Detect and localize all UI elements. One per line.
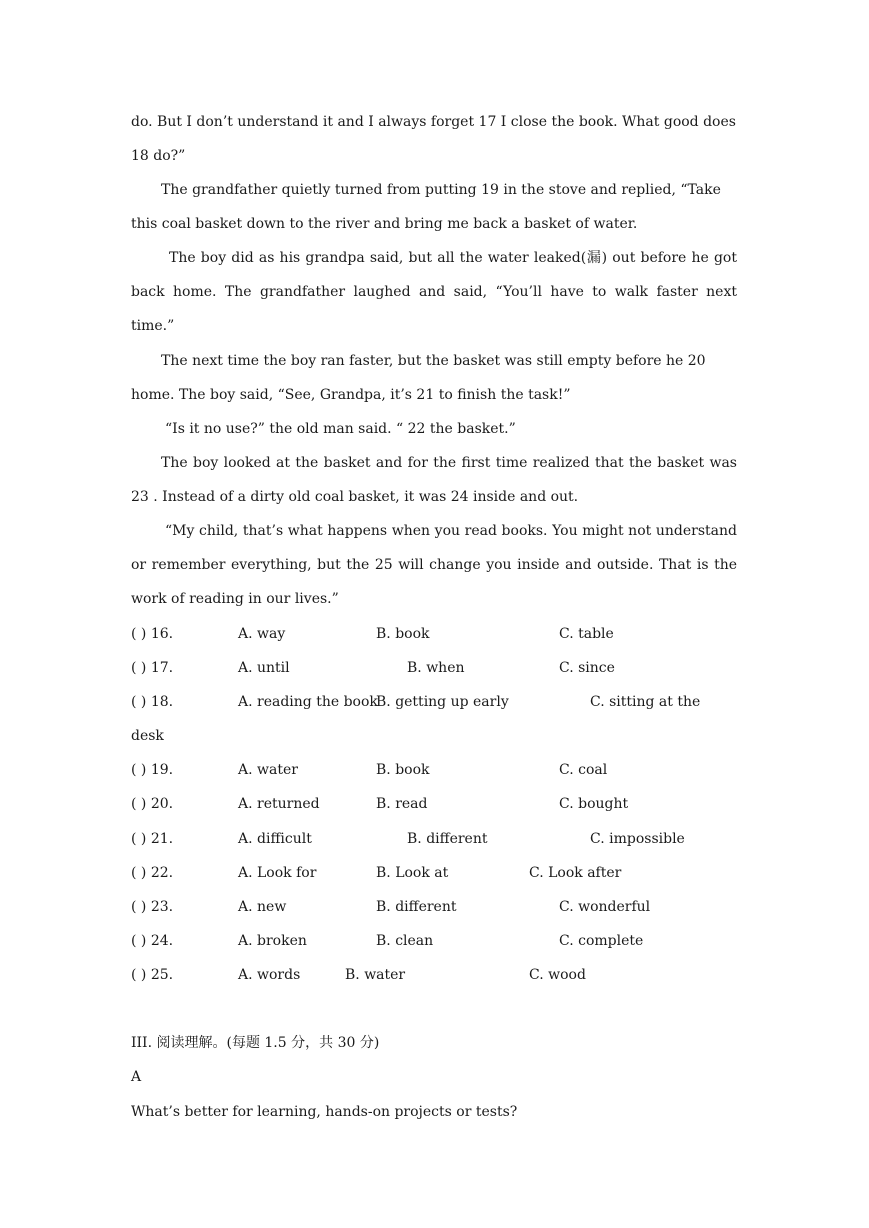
passage-paragraph-1: do. But I don’t understand it and I always forget 17 I close the book. What good does 18 do?” xyxy=(131,114,736,165)
option-c: C. wonderful xyxy=(559,899,651,915)
question-16 xyxy=(131,617,737,651)
option-b: B. book xyxy=(376,626,430,642)
question-number: ( ) 16. xyxy=(131,626,174,642)
option-b: B. when xyxy=(407,660,465,676)
question-number: ( ) 20. xyxy=(131,796,174,812)
question-25 xyxy=(131,958,737,992)
passage-paragraph-6: The boy looked at the basket and for the first time realized that the basket was 23 . Instead of a dirty old coal basket, it was 24 inside and out. xyxy=(131,455,737,506)
question-18-wrap: desk xyxy=(131,728,164,744)
option-a: A. words xyxy=(238,967,301,983)
question-number: ( ) 24. xyxy=(131,933,174,949)
option-a: A. Look for xyxy=(238,865,317,881)
option-c: C. table xyxy=(559,626,614,642)
question-number: ( ) 23. xyxy=(131,899,174,915)
passage-paragraph-7: “My child, that’s what happens when you read books. You might not understand or remember everything, but the 25 will change you inside and outside. That is the work of reading in our lives.” xyxy=(131,523,737,608)
option-a: A. difficult xyxy=(238,831,312,847)
option-a: A. new xyxy=(238,899,287,915)
question-number: ( ) 19. xyxy=(131,762,174,778)
question-21 xyxy=(131,822,737,856)
option-b: B. water xyxy=(345,967,406,983)
option-c: C. Look after xyxy=(529,865,622,881)
passage-label: A xyxy=(131,1069,142,1085)
option-a: A. until xyxy=(238,660,290,676)
option-b: B. read xyxy=(376,796,428,812)
option-b: B. book xyxy=(376,762,430,778)
question-number: ( ) 25. xyxy=(131,967,174,983)
option-c: C. since xyxy=(559,660,615,676)
section-heading: III. 阅读理解。(每题 1.5 分，共 30 分) xyxy=(131,1035,380,1051)
option-b: B. different xyxy=(407,831,488,847)
option-a: A. reading the book xyxy=(238,694,378,710)
question-22 xyxy=(131,856,737,890)
option-c: C. coal xyxy=(559,762,608,778)
option-c: C. complete xyxy=(559,933,644,949)
option-a: A. broken xyxy=(238,933,307,949)
question-18 xyxy=(131,685,737,719)
option-b: B. Look at xyxy=(376,865,449,881)
question-17 xyxy=(131,651,737,685)
passage-paragraph-5: “Is it no use?” the old man said. “ 22 the basket.” xyxy=(165,421,516,437)
passage-title: What’s better for learning, hands-on projects or tests? xyxy=(131,1104,518,1120)
option-a: A. way xyxy=(238,626,286,642)
option-a: A. water xyxy=(238,762,298,778)
passage-paragraph-4: The next time the boy ran faster, but the basket was still empty before he 20 home. The boy said, “See, Grandpa, it’s 21 to finish the task!” xyxy=(131,353,706,404)
option-b: B. different xyxy=(376,899,457,915)
question-24 xyxy=(131,924,737,958)
question-20 xyxy=(131,787,737,821)
question-23 xyxy=(131,890,737,924)
question-number: ( ) 22. xyxy=(131,865,174,881)
option-b: B. getting up early xyxy=(376,694,509,710)
question-19 xyxy=(131,753,737,787)
option-c: C. sitting at the xyxy=(590,694,701,710)
option-c: C. wood xyxy=(529,967,586,983)
option-c: C. bought xyxy=(559,796,629,812)
question-number: ( ) 18. xyxy=(131,694,174,710)
option-b: B. clean xyxy=(376,933,434,949)
passage-paragraph-3: The boy did as his grandpa said, but all the water leaked(漏) out before he got back home. The grandfather laughed and said, “You’ll have to walk faster next time.” xyxy=(131,250,737,335)
question-number: ( ) 21. xyxy=(131,831,174,847)
passage-paragraph-2: The grandfather quietly turned from putting 19 in the stove and replied, “Take this coal basket down to the river and bring me back a basket of water. xyxy=(131,182,721,233)
option-c: C. impossible xyxy=(590,831,685,847)
option-a: A. returned xyxy=(238,796,320,812)
question-number: ( ) 17. xyxy=(131,660,174,676)
